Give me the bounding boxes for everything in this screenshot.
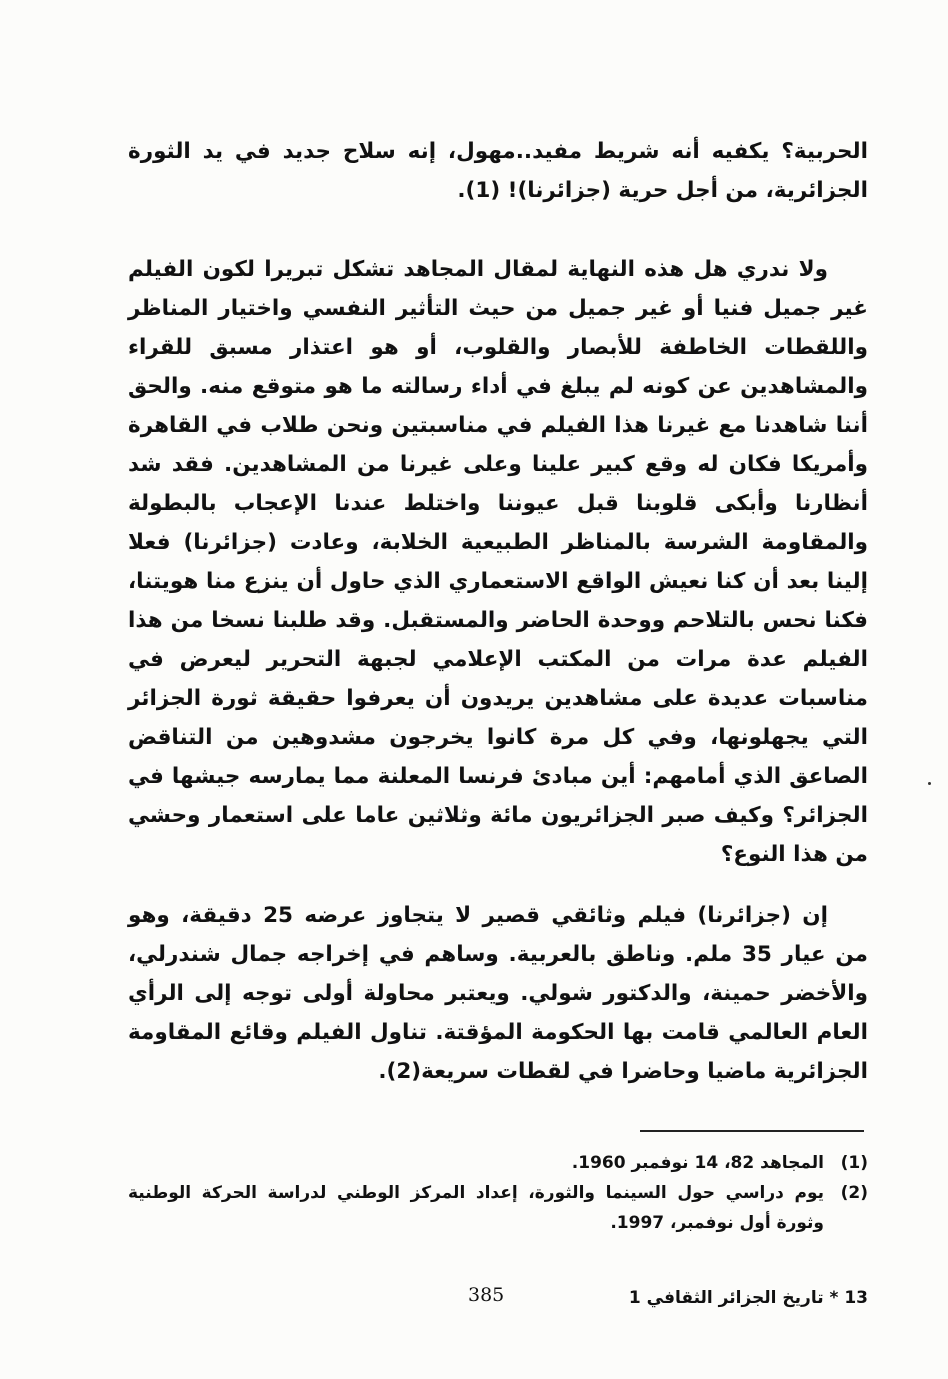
paragraph-2-text: ولا ندري هل هذه النهاية لمقال المجاهد تشكل تبريرا لكون الفيلم غير جميل فنيا أو غير جميل من حيث التأثير النفسي واختيار المناظر واللقطات الخاطفة للأبصار والقلوب، أو هو اعتذار مسبق للقراء والمشاهدين عن كونه لم يبلغ في أداء رسالته ما هو متوقع منه. والحق أننا شاهدنا مع غيرنا هذا الفيلم في مناسبتين ونحن طلاب في القاهرة وأمريكا فكان له وقع كبير علينا وعلى غيرنا من المشاهدين. فقد شد أنظارنا وأبكى قلوبنا قبل عيوننا واختلط عندنا الإعجاب بالبطولة والمقاومة الشرسة بالمناظر الطبيعية الخلابة، وعادت (جزائرنا) فعلا إلينا بعد أن كنا نعيش الواقع الاستعماري الذي حاول أن ينزع منا هويتنا، فكنا نحس بالتلاحم ووحدة الحاضر والمستقبل. وقد طلبنا نسخا من هذا الفيلم عدة مرات من المكتب الإعلامي لجبهة التحرير ليعرض في مناسبات عديدة على مشاهدين يريدون أن يعرفوا حقيقة ثورة الجزائر التي يجهلونها، وفي كل مرة كانوا يخرجون مشدوهين من التناقض الصاعق الذي أمامهم: أين مبادئ فرنسا المعلنة مما يمارسه جيشها في الجزائر؟ وكيف صبر الجزائريون مائة وثلاثين عاما على استعمار وحشي من هذا النوع؟ <box>128 257 868 867</box>
paragraph-1-text: الحربية؟ يكفيه أنه شريط مفيد..مهول، إنه سلاح جديد في يد الثورة الجزائرية، من أجل حرية (جزائرنا)! (1). <box>128 139 868 203</box>
footnote-divider <box>640 1130 864 1132</box>
footnote-2-text: يوم دراسي حول السينما والثورة، إعداد المركز الوطني لدراسة الحركة الوطنية وثورة أول نوفمبر، 1997. <box>128 1183 824 1233</box>
footnotes <box>128 1148 868 1238</box>
paragraph-film-critique <box>128 250 868 874</box>
paragraph-continuation <box>128 132 868 210</box>
footnote-1-text: المجاهد 82، 14 نوفمبر 1960. <box>571 1153 824 1173</box>
footnote-2-number: (2) <box>840 1183 868 1203</box>
footnote-1-number: (1) <box>840 1153 868 1173</box>
paragraph-3-text: إن (جزائرنا) فيلم وثائقي قصير لا يتجاوز عرضه 25 دقيقة، وهو من عيار 35 ملم. وناطق بالعربية. وساهم في إخراجه جمال شندرلي، والأخضر حمينة، والدكتور شولي. ويعتبر محاولة أولى توجه إلى الرأي العام العالمي قامت بها الحكومة المؤقتة. تناول الفيلم وقائع المقاومة الجزائرية ماضيا وحاضرا في لقطات سريعة(2). <box>128 903 868 1084</box>
paragraph-film-description <box>128 896 868 1091</box>
page-footer <box>128 1284 868 1318</box>
page-number: 385 <box>468 1284 505 1306</box>
running-head: 13 * تاريخ الجزائر الثقافي 1 <box>628 1288 868 1308</box>
footnote-1 <box>128 1148 868 1178</box>
footnote-2 <box>128 1178 868 1238</box>
margin-speck <box>928 782 931 785</box>
